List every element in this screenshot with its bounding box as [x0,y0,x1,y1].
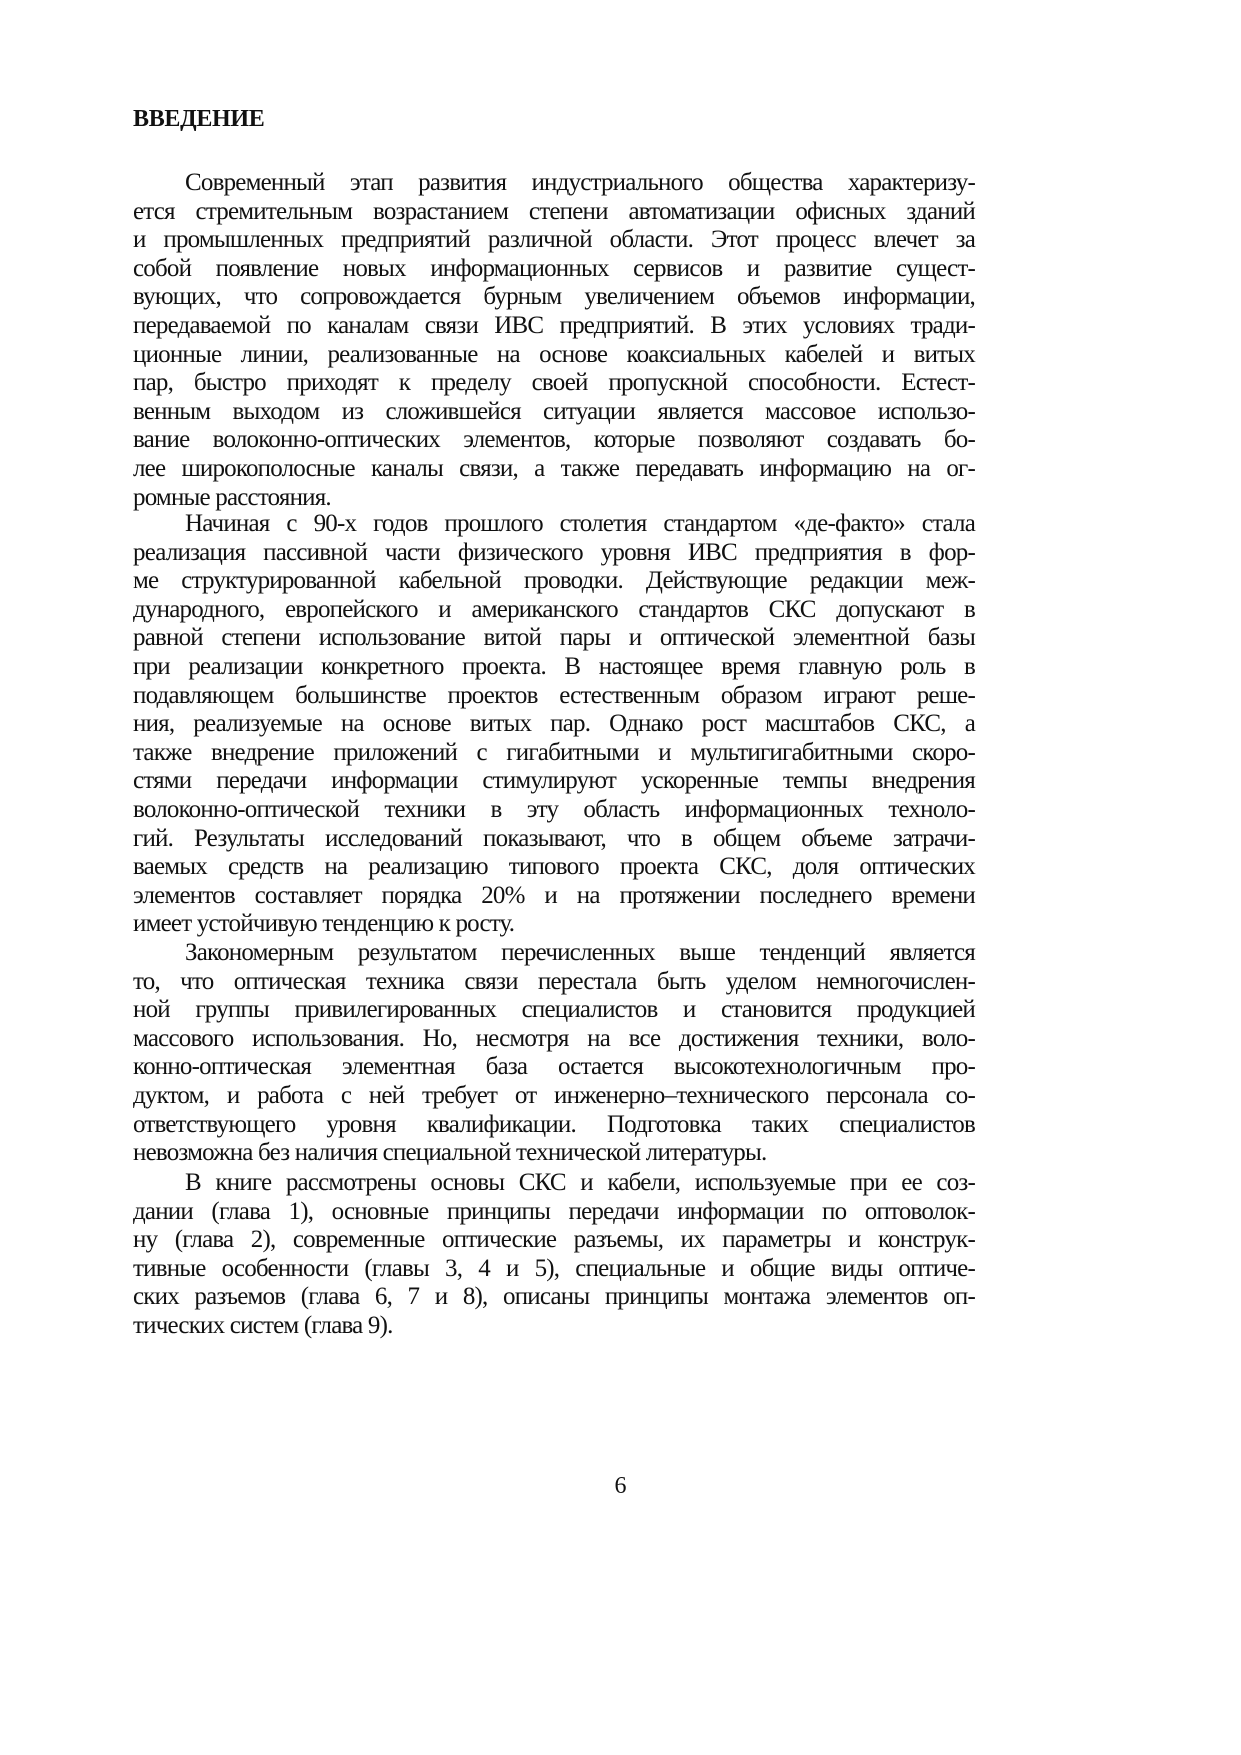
text-line: передаваемой по каналам связи ИВС предприятий. В этих условиях тради- [133,311,975,339]
text-line: лее широкополосные каналы связи, а также передавать информацию на ог- [133,454,975,482]
text-line: реализация пассивной части физического уровня ИВС предприятия в фор- [133,538,975,566]
text-line: гий. Результаты исследований показывают, что в общем объеме затрачи- [133,824,975,852]
text-line: подавляющем большинстве проектов естественным образом играют реше- [133,681,975,709]
text-line: ромные расстояния. [133,483,331,511]
page-number: 6 [614,1473,627,1499]
text-line: ционные линии, реализованные на основе коаксиальных кабелей и витых [133,340,975,368]
text-line: ских разъемов (глава 6, 7 и 8), описаны принципы монтажа элементов оп- [133,1283,975,1311]
text-line: то, что оптическая техника связи перестала быть уделом немногочислен- [133,967,975,995]
text-line: невозможна без наличия специальной технической литературы. [133,1139,767,1167]
text-line: имеет устойчивую тенденцию к росту. [133,910,515,938]
text-line: ния, реализуемые на основе витых пар. Однако рост масштабов СКС, а [133,710,975,738]
section-heading: ВВЕДЕНИЕ [133,106,265,132]
text-line: ме структурированной кабельной проводки. Действующие редакции меж- [133,567,975,595]
text-line: массового использования. Но, несмотря на все достижения техники, воло- [133,1024,975,1052]
text-line: равной степени использование витой пары и оптической элементной базы [133,624,975,652]
text-line: Начиная с 90-х годов прошлого столетия стандартом «де-факто» стала [185,510,975,537]
text-line: Современный этап развития индустриального общества характеризу- [185,169,975,196]
text-line: В книге рассмотрены основы СКС и кабели, используемые при ее соз- [185,1169,975,1196]
text-line: ну (глава 2), современные оптические разъемы, их параметры и конструк- [133,1226,975,1254]
text-line: вание волоконно-оптических элементов, которые позволяют создавать бо- [133,426,975,454]
text-line: дуктом, и работа с ней требует от инженерно–технического персонала со- [133,1081,975,1109]
text-line: венным выходом из сложившейся ситуации является массовое использо- [133,397,975,425]
text-line: элементов составляет порядка 20% и на протяжении последнего времени [133,881,975,909]
text-line: собой появление новых информационных сервисов и развитие сущест- [133,254,975,282]
text-line: и промышленных предприятий различной области. Этот процесс влечет за [133,226,975,254]
text-line: ной группы привилегированных специалистов и становится продукцией [133,996,975,1024]
text-line: стями передачи информации стимулируют ускоренные темпы внедрения [133,767,975,795]
text-line: дународного, европейского и американского стандартов СКС допускают в [133,595,975,623]
text-line: ответствующего уровня квалификации. Подготовка таких специалистов [133,1110,975,1138]
paragraph [133,169,975,512]
text-line: пар, быстро приходят к пределу своей пропускной способности. Естест- [133,369,975,397]
paragraph [133,1169,975,1341]
text-line: Закономерным результатом перечисленных выше тенденций является [185,939,975,966]
text-line: тивные особенности (главы 3, 4 и 5), специальные и общие виды оптиче- [133,1254,975,1282]
text-line: тических систем (глава 9). [133,1311,393,1339]
paragraph [133,510,975,939]
text-line: также внедрение приложений с гигабитными и мультигигабитными скоро- [133,738,975,766]
text-line: при реализации конкретного проекта. В настоящее время главную роль в [133,652,975,680]
text-line: ваемых средств на реализацию типового проекта СКС, доля оптических [133,853,975,881]
text-line: конно-оптическая элементная база остается высокотехнологичным про- [133,1053,975,1081]
paragraph [133,939,975,1168]
text-line: вующих, что сопровождается бурным увеличением объемов информации, [133,283,975,311]
text-line: волоконно-оптической техники в эту область информационных техноло- [133,795,975,823]
text-line: дании (глава 1), основные принципы передачи информации по оптоволок- [133,1197,975,1225]
text-line: ется стремительным возрастанием степени автоматизации офисных зданий [133,197,975,225]
